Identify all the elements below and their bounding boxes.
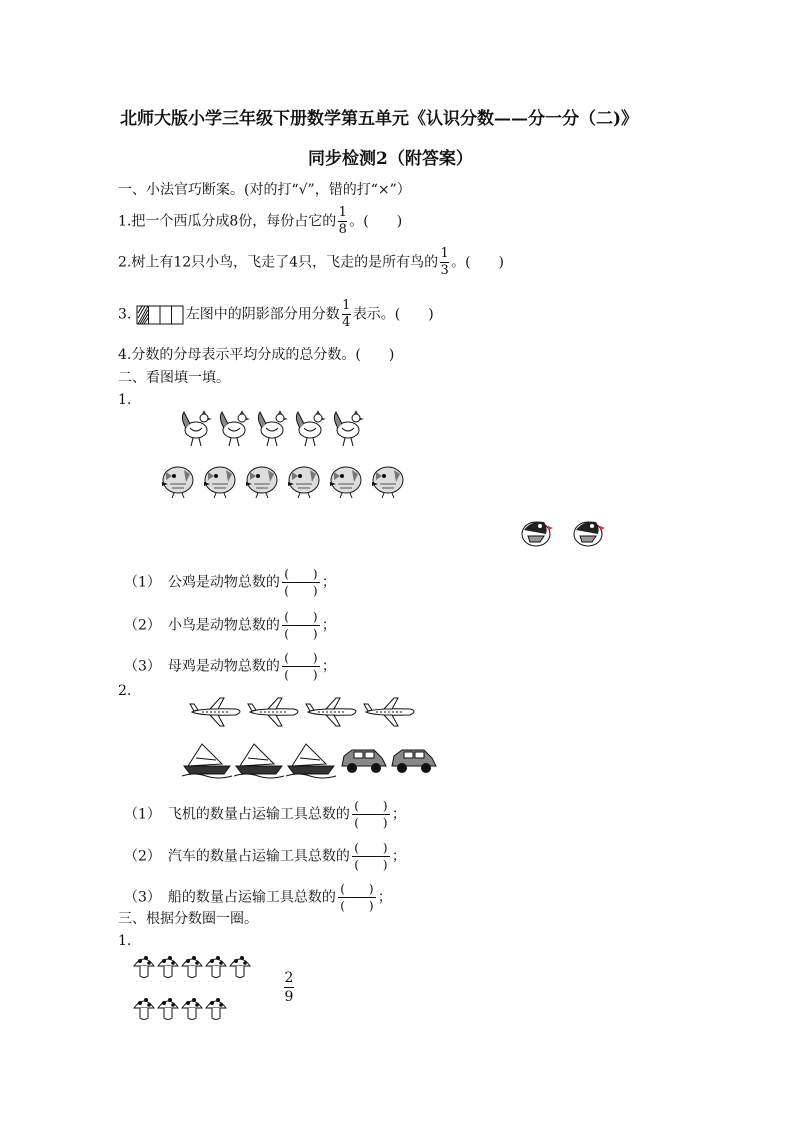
question-1-2: [118, 247, 504, 278]
fill-question-1-2: （2） 小鸟是动物总数的 ( ) ( ) ；: [124, 610, 336, 641]
mushrooms-row-2: [132, 994, 242, 1024]
blank-fraction[interactable]: ( ) ( ): [282, 611, 320, 640]
question-1-1: [118, 206, 402, 237]
hens-figure: [518, 512, 618, 552]
blank-fraction[interactable]: ( ) ( ): [338, 883, 376, 912]
question-1-4: 4.分数的分母表示平均分成的总分数。( ): [118, 347, 395, 363]
blank-fraction[interactable]: ( ) ( ): [352, 842, 390, 871]
boats-cars-figure: [182, 738, 442, 778]
question-text: 1.把一个西瓜分成8份，每份占它的: [118, 213, 337, 230]
fraction: $\frac{1}{3}$: [440, 246, 449, 278]
document-subtitle: 同步检测2（附答案）: [308, 149, 473, 169]
blank-fraction[interactable]: ( ) ( ): [352, 800, 390, 829]
planes-figure: [190, 694, 420, 730]
answer-paren[interactable]: 。( ): [349, 213, 403, 230]
section3-heading: 三、根据分数圈一圈。: [118, 911, 258, 927]
fraction: $\frac{1}{8}$: [338, 205, 347, 237]
section2-heading: 二、看图填一填。: [118, 370, 230, 386]
roosters-figure: [178, 408, 378, 448]
fill-question-2-3: （3） 船的数量占运输工具总数的 ( ) ( ) ；: [124, 882, 392, 913]
answer-paren[interactable]: 表示。( ): [352, 306, 434, 323]
target-fraction: $\frac{2}{9}$: [284, 970, 294, 1005]
question-text: 左图中的阴影部分用分数: [185, 306, 340, 323]
blank-fraction[interactable]: ( ) ( ): [282, 568, 320, 597]
mushrooms-row-1: [132, 952, 262, 982]
shaded-rectangle-figure: [136, 304, 186, 326]
fill-question-2-1: （1） 飞机的数量占运输工具总数的 ( ) ( ) ；: [124, 799, 406, 830]
problem-label: 1.: [118, 933, 132, 949]
document-title: 北师大版小学三年级下册数学第五单元《认识分数——分一分（二)》: [120, 109, 639, 129]
problem-label: 2.: [118, 683, 132, 699]
fill-question-1-1: （1） 公鸡是动物总数的 ( ) ( ) ；: [124, 567, 336, 598]
problem-label: 1.: [118, 392, 132, 408]
blank-fraction[interactable]: ( ) ( ): [282, 652, 320, 681]
answer-paren[interactable]: 。( ): [451, 254, 505, 271]
section1-heading: 一、小法官巧断案。(对的打“√”，错的打“×”）: [118, 182, 411, 198]
birds-figure: [158, 460, 408, 500]
fill-question-2-2: （2） 汽车的数量占运输工具总数的 ( ) ( ) ；: [124, 841, 406, 872]
fill-question-1-3: （3） 母鸡是动物总数的 ( ) ( ) ；: [124, 651, 336, 682]
question-text: 2.树上有12只小鸟，飞走了4只，飞走的是所有鸟的: [118, 254, 439, 271]
question-1-3: 3. 左图中的阴影部分用分数 $\frac{1}{4}$ 表示。( ): [118, 298, 434, 330]
fraction: $\frac{1}{4}$: [342, 298, 351, 330]
